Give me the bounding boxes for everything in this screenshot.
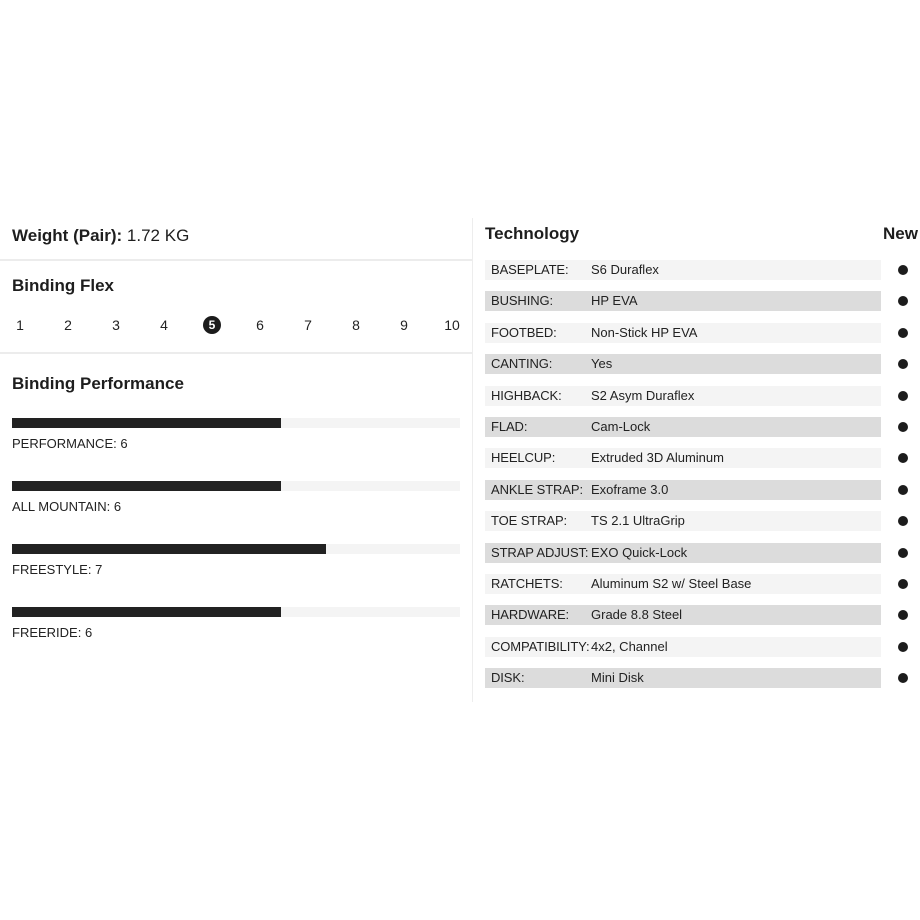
new-indicator-dot-icon — [898, 453, 908, 463]
technology-key: FOOTBED: — [491, 324, 557, 340]
new-indicator-dot-icon — [898, 548, 908, 558]
new-indicator-dot-icon — [898, 359, 908, 369]
technology-cell — [485, 480, 881, 500]
performance-label: PERFORMANCE: 6 — [12, 436, 128, 451]
new-indicator-dot-icon — [898, 328, 908, 338]
performance-bar-fill — [12, 544, 326, 554]
binding-flex-title: Binding Flex — [12, 276, 114, 295]
flex-value-8: 8 — [352, 317, 360, 333]
technology-row — [485, 260, 920, 291]
new-indicator-dot-icon — [898, 391, 908, 401]
performance-item — [12, 544, 460, 584]
weight-label: Weight (Pair): — [12, 226, 123, 245]
technology-value: Extruded 3D Aluminum — [591, 450, 724, 466]
technology-key: HARDWARE: — [491, 607, 570, 623]
flex-value-5: 5 — [203, 316, 221, 334]
technology-key: RATCHETS: — [491, 575, 563, 591]
technology-row — [485, 668, 920, 699]
flex-value-4: 4 — [160, 317, 168, 333]
technology-value: Mini Disk — [591, 670, 644, 686]
column-divider — [472, 218, 473, 702]
weight-spec — [12, 224, 189, 248]
technology-row — [485, 574, 920, 605]
technology-row — [485, 511, 920, 542]
performance-label: ALL MOUNTAIN: 6 — [12, 499, 122, 514]
flex-value-3: 3 — [112, 317, 120, 333]
flex-value-2: 2 — [64, 317, 72, 333]
technology-key: ANKLE STRAP: — [491, 481, 583, 497]
technology-cell — [485, 417, 881, 437]
technology-value: TS 2.1 UltraGrip — [591, 513, 685, 529]
new-indicator-dot-icon — [898, 265, 908, 275]
binding-performance-title: Binding Performance — [12, 374, 184, 393]
technology-value: HP EVA — [591, 293, 638, 309]
technology-key: HIGHBACK: — [491, 387, 562, 403]
technology-value: Aluminum S2 w/ Steel Base — [591, 575, 752, 591]
technology-cell — [485, 511, 881, 531]
new-indicator-dot-icon — [898, 485, 908, 495]
performance-bar-track — [12, 481, 460, 491]
technology-cell — [485, 386, 881, 406]
section-divider — [0, 259, 472, 261]
technology-cell — [485, 291, 881, 311]
technology-value: EXO Quick-Lock — [591, 544, 688, 560]
technology-cell — [485, 605, 881, 625]
technology-value: S6 Duraflex — [591, 262, 659, 277]
technology-row — [485, 354, 920, 385]
technology-cell — [485, 637, 881, 657]
technology-cell — [485, 323, 881, 343]
performance-bar-track — [12, 544, 460, 554]
technology-row — [485, 605, 920, 636]
technology-cell — [485, 668, 881, 688]
technology-row — [485, 417, 920, 448]
flex-value-7: 7 — [304, 317, 312, 333]
technology-value: S2 Asym Duraflex — [591, 387, 695, 403]
technology-cell — [485, 543, 881, 563]
technology-key: CANTING: — [491, 356, 553, 372]
technology-cell — [485, 448, 881, 468]
flex-value-1: 1 — [16, 317, 24, 333]
performance-bar-track — [12, 607, 460, 617]
performance-bar-fill — [12, 607, 281, 617]
technology-key: BUSHING: — [491, 293, 554, 309]
performance-bar-track — [12, 418, 460, 428]
section-divider — [0, 352, 472, 354]
new-indicator-dot-icon — [898, 422, 908, 432]
new-indicator-dot-icon — [898, 673, 908, 683]
specs-left-column — [0, 210, 472, 702]
performance-bar-fill — [12, 481, 281, 491]
technology-key: FLAD: — [491, 418, 528, 434]
performance-item — [12, 481, 460, 521]
technology-cell — [485, 260, 881, 280]
technology-row — [485, 480, 920, 511]
technology-row — [485, 448, 920, 479]
performance-bar-fill — [12, 418, 281, 428]
technology-value: Yes — [591, 356, 613, 372]
technology-section — [485, 222, 920, 702]
performance-item — [12, 607, 460, 647]
technology-value: Grade 8.8 Steel — [591, 607, 683, 623]
technology-row — [485, 543, 920, 574]
new-column-header: New — [883, 224, 918, 243]
technology-key: STRAP ADJUST: — [491, 544, 589, 560]
technology-row — [485, 323, 920, 354]
performance-label: FREERIDE: 6 — [12, 625, 93, 640]
new-indicator-dot-icon — [898, 610, 908, 620]
technology-value: Non-Stick HP EVA — [591, 324, 698, 340]
flex-value-9: 9 — [400, 317, 408, 333]
technology-row — [485, 291, 920, 322]
new-indicator-dot-icon — [898, 296, 908, 306]
technology-cell — [485, 354, 881, 374]
flex-value-6: 6 — [256, 317, 264, 333]
technology-row — [485, 386, 920, 417]
new-indicator-dot-icon — [898, 642, 908, 652]
performance-label: FREESTYLE: 7 — [12, 562, 103, 577]
technology-key: BASEPLATE: — [491, 262, 569, 277]
technology-row — [485, 637, 920, 668]
technology-value: Cam-Lock — [591, 418, 651, 434]
technology-value: 4x2, Channel — [591, 638, 668, 654]
technology-key: DISK: — [491, 670, 525, 686]
technology-table — [485, 260, 920, 699]
technology-key: TOE STRAP: — [491, 513, 568, 529]
technology-value: Exoframe 3.0 — [591, 481, 669, 497]
technology-key: HEELCUP: — [491, 450, 556, 466]
new-indicator-dot-icon — [898, 579, 908, 589]
technology-cell — [485, 574, 881, 594]
flex-value-10: 10 — [444, 317, 460, 333]
flex-scale — [0, 314, 472, 336]
performance-item — [12, 418, 460, 458]
new-indicator-dot-icon — [898, 516, 908, 526]
technology-title: Technology — [485, 224, 580, 243]
technology-key: COMPATIBILITY: — [491, 638, 590, 654]
weight-value: 1.72 KG — [126, 226, 190, 245]
